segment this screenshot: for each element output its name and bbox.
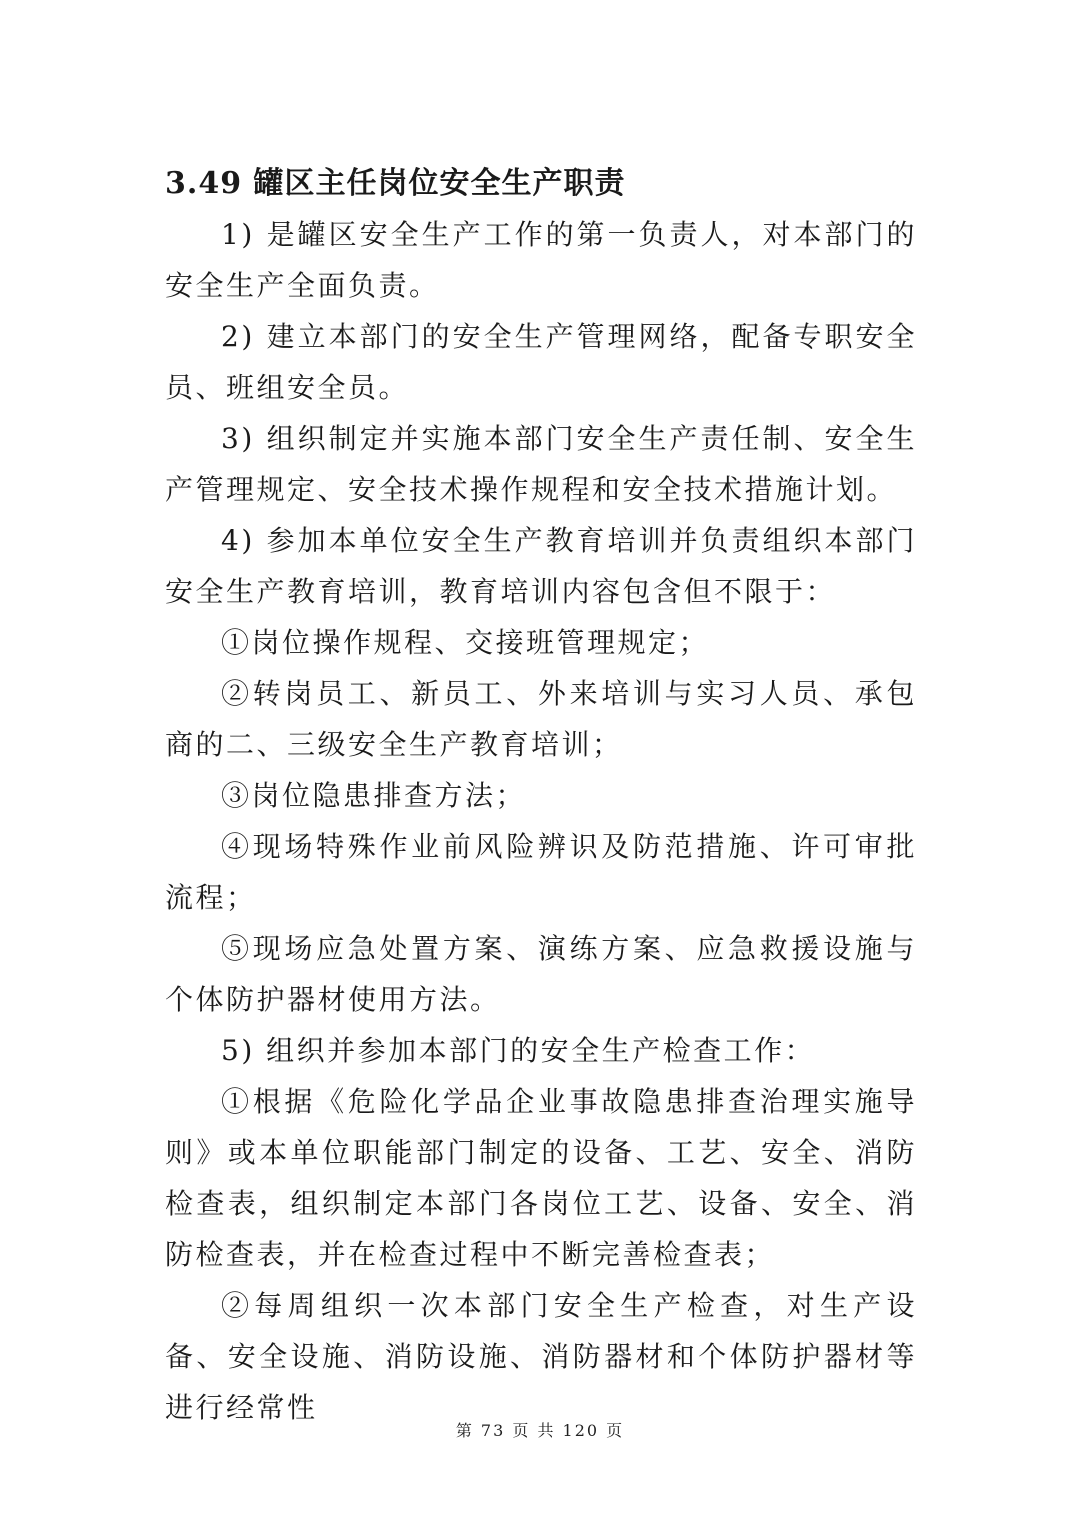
page-number-footer: 第 73 页 共 120 页 — [455, 1421, 625, 1440]
list-item-4-1: ①岗位操作规程、交接班管理规定； — [221, 626, 710, 659]
list-item-4-5: ⑤现场应急处置方案、演练方案、应急救援设施与个体防护器材使用方法。 — [165, 932, 917, 1016]
paragraph-1: 1) 是罐区安全生产工作的第一负责人，对本部门的安全生产全面负责。 — [165, 218, 917, 302]
paragraph-2: 2) 建立本部门的安全生产管理网络，配备专职安全员、班组安全员。 — [165, 320, 917, 404]
section-heading: 3.49 罐区主任岗位安全生产职责 — [165, 166, 626, 201]
list-item-4-3: ③岗位隐患排查方法； — [221, 779, 527, 812]
paragraph-4: 4) 参加本单位安全生产教育培训并负责组织本部门安全生产教育培训，教育培训内容包含但不限于： — [165, 524, 917, 608]
list-item-5-1: ①根据《危险化学品企业事故隐患排查治理实施导则》或本单位职能部门制定的设备、工艺、安全、消防检查表，组织制定本部门各岗位工艺、设备、安全、消防检查表，并在检查过程中不断完善检查表； — [165, 1085, 917, 1271]
list-item-4-2: ②转岗员工、新员工、外来培训与实习人员、承包商的二、三级安全生产教育培训； — [165, 677, 917, 761]
list-item-4-4: ④现场特殊作业前风险辨识及防范措施、许可审批流程； — [165, 830, 917, 914]
paragraph-5: 5) 组织并参加本部门的安全生产检查工作： — [221, 1034, 816, 1067]
page-body — [165, 158, 917, 1433]
paragraph-3: 3) 组织制定并实施本部门安全生产责任制、安全生产管理规定、安全技术操作规程和安全技术措施计划。 — [165, 422, 917, 506]
list-item-5-2: ②每周组织一次本部门安全生产检查，对生产设备、安全设施、消防设施、消防器材和个体防护器材等进行经常性 — [165, 1289, 917, 1424]
